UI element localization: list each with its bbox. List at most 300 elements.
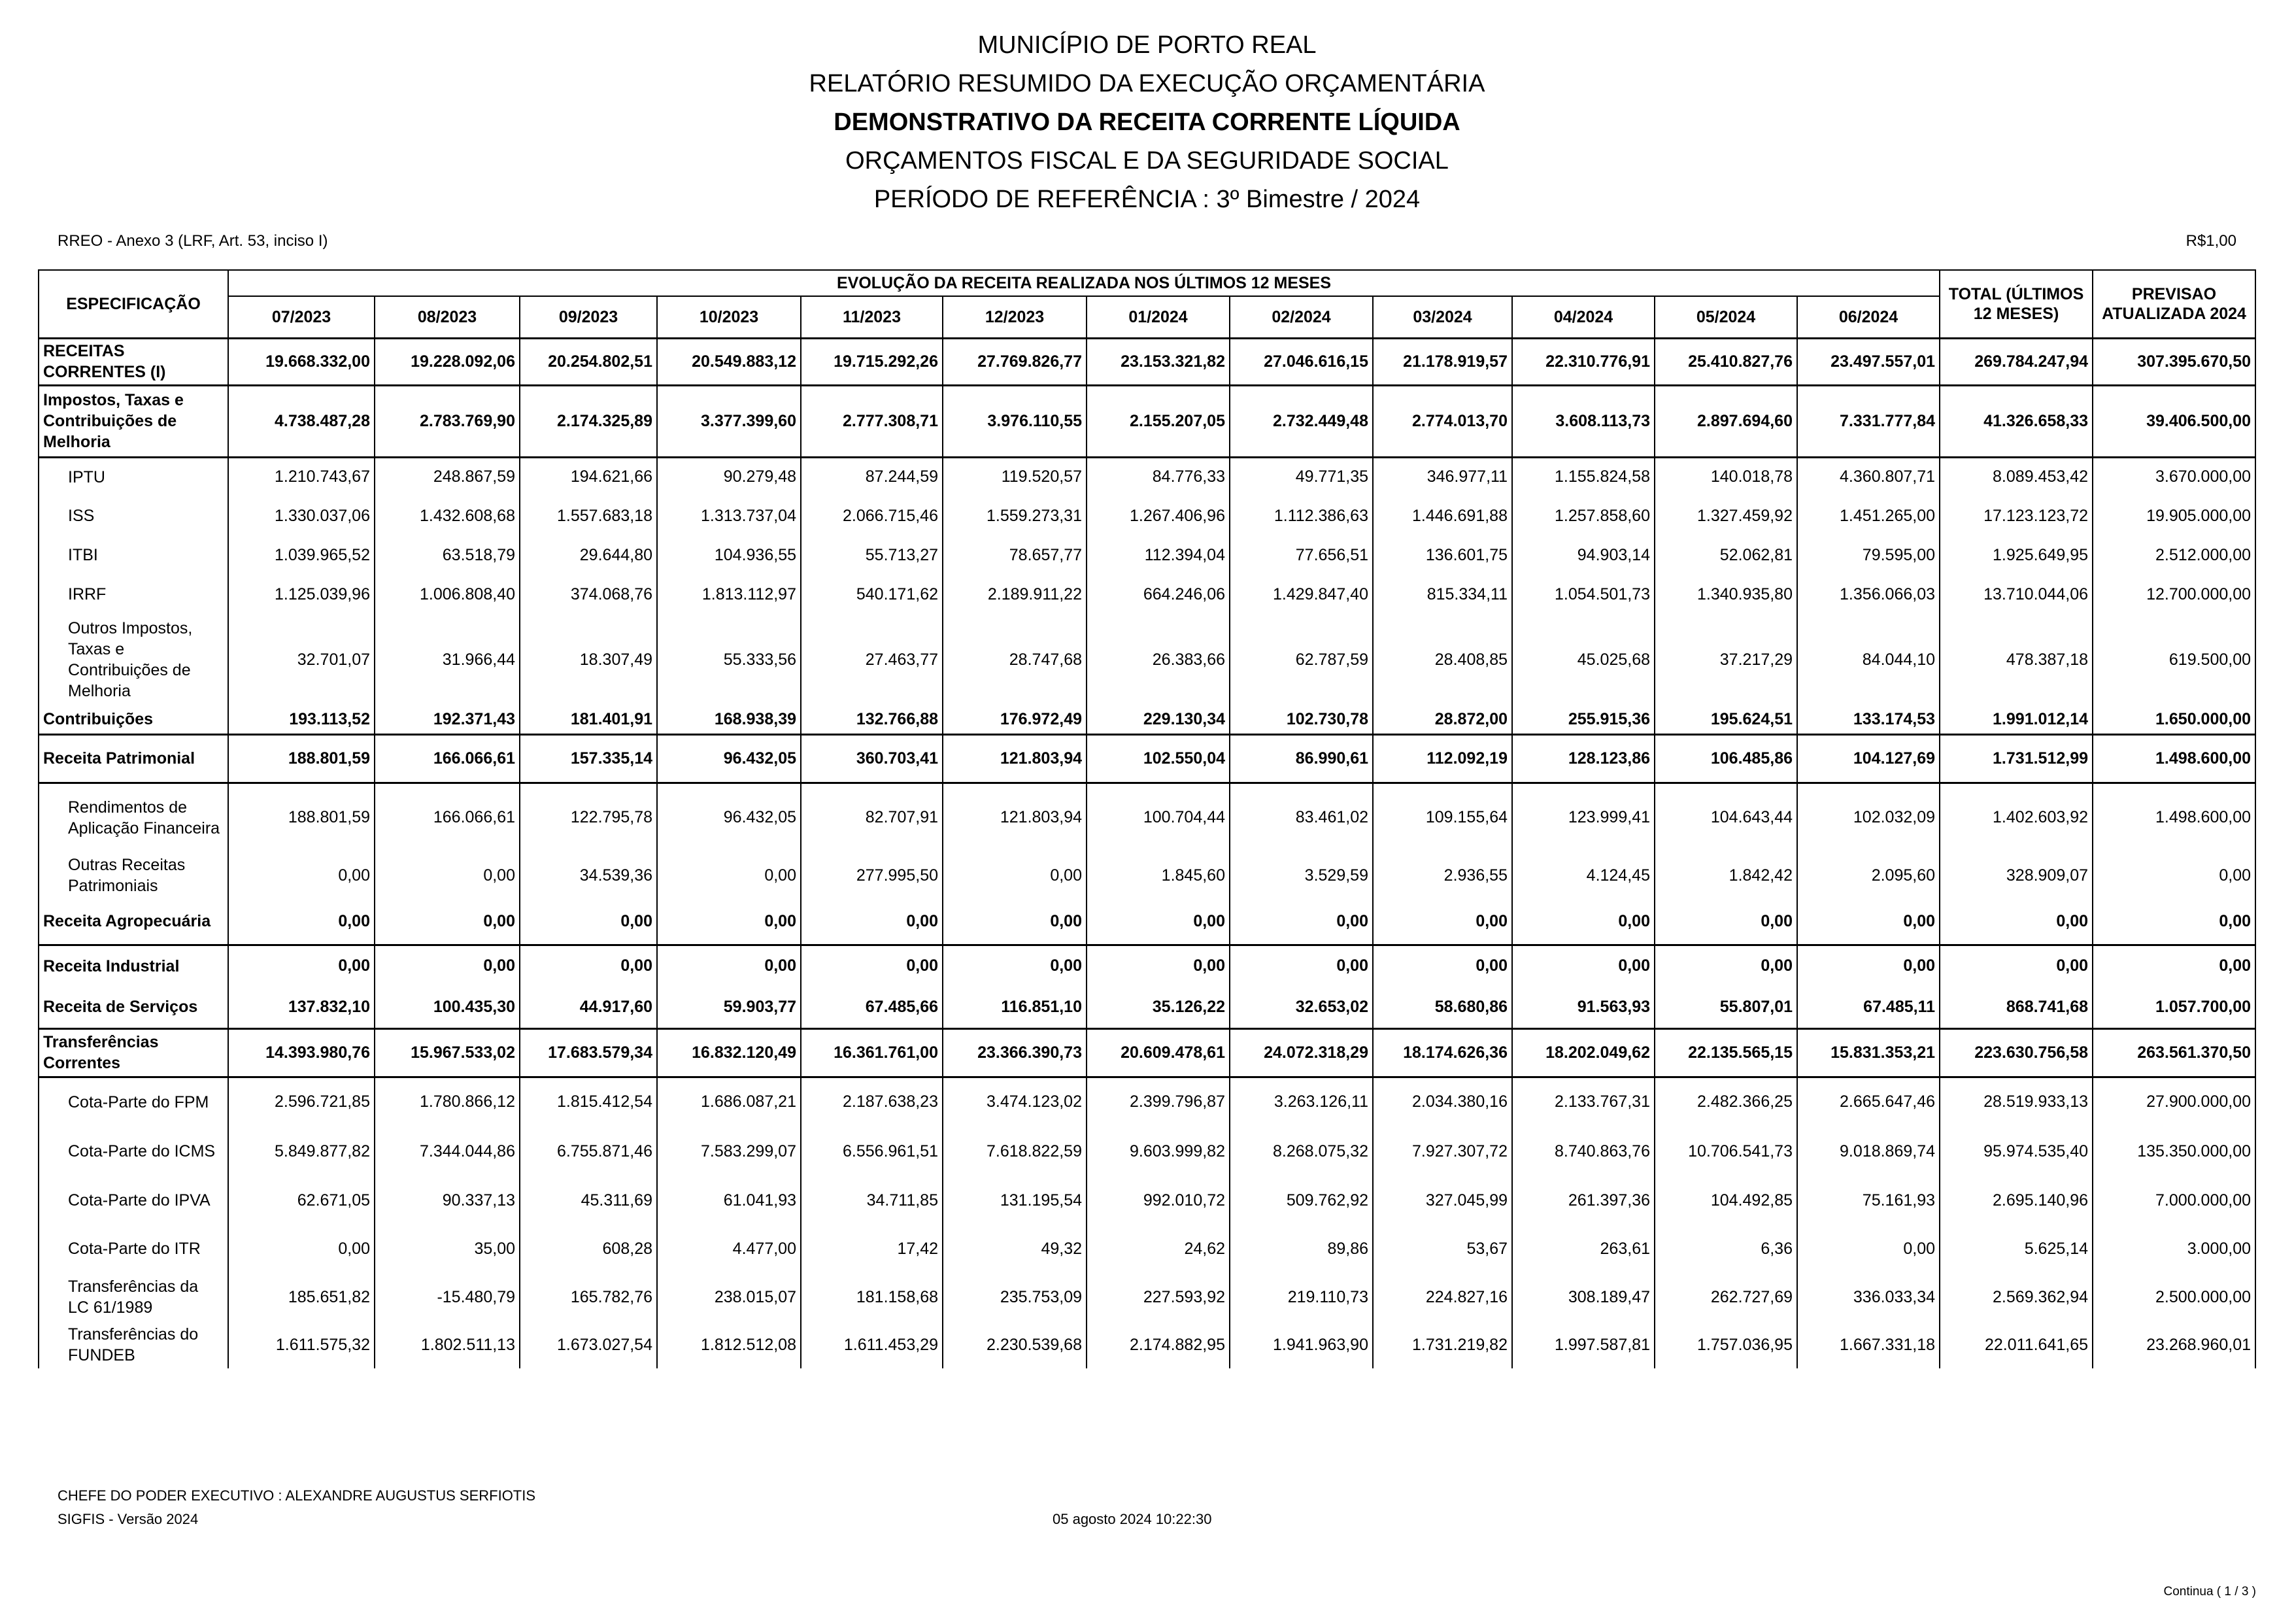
value-cell: 3.377.399,60 [657, 385, 801, 457]
row-label: IRRF [39, 575, 228, 614]
value-cell: 79.595,00 [1797, 535, 1940, 575]
row-receita-servicos [39, 987, 2255, 1028]
value-cell: 664.246,06 [1087, 575, 1230, 614]
row-receitas-correntes [39, 338, 2255, 385]
value-cell: 1.757.036,95 [1655, 1321, 1797, 1368]
value-cell: 55.713,27 [801, 535, 943, 575]
value-cell: 49.771,35 [1230, 457, 1373, 496]
value-cell: 4.477,00 [657, 1225, 801, 1273]
value-cell: 1.057.700,00 [2093, 987, 2255, 1028]
value-cell: 55.333,56 [657, 614, 801, 705]
value-cell: 238.015,07 [657, 1273, 801, 1321]
value-cell: 1.267.406,96 [1087, 496, 1230, 535]
value-cell: 23.497.557,01 [1797, 338, 1940, 385]
row-label: ITBI [39, 535, 228, 575]
value-cell: 2.777.308,71 [801, 385, 943, 457]
statement-title: DEMONSTRATIVO DA RECEITA CORRENTE LÍQUIDA [834, 109, 1460, 136]
value-cell: 27.463,77 [801, 614, 943, 705]
value-cell: 15.831.353,21 [1797, 1028, 1940, 1077]
value-cell: 7.000.000,00 [2093, 1176, 2255, 1225]
value-cell: 1.402.603,92 [1940, 783, 2093, 852]
value-cell: 1.673.027,54 [520, 1321, 657, 1368]
value-cell: 4.360.807,71 [1797, 457, 1940, 496]
value-cell: 224.827,16 [1373, 1273, 1512, 1321]
revenue-table [38, 269, 2256, 1368]
value-cell: 1.815.412,54 [520, 1077, 657, 1126]
row-transferencias-correntes [39, 1028, 2255, 1077]
value-cell: 328.909,07 [1940, 852, 2093, 899]
value-cell: 26.383,66 [1087, 614, 1230, 705]
value-cell: 1.006.808,40 [375, 575, 520, 614]
value-cell: 17.123.123,72 [1940, 496, 2093, 535]
row-receita-industrial [39, 945, 2255, 987]
value-cell: 0,00 [1230, 899, 1373, 945]
value-cell: 0,00 [1797, 1225, 1940, 1273]
row-cota-icms [39, 1126, 2255, 1176]
value-cell: 0,00 [1512, 945, 1655, 987]
value-cell: 1.813.112,97 [657, 575, 801, 614]
value-cell: 82.707,91 [801, 783, 943, 852]
value-cell: 608,28 [520, 1225, 657, 1273]
month-header: 03/2024 [1373, 296, 1512, 338]
value-cell: 2.936,55 [1373, 852, 1512, 899]
value-cell: 157.335,14 [520, 734, 657, 783]
value-cell: 5.849.877,82 [228, 1126, 375, 1176]
value-cell: 17,42 [801, 1225, 943, 1273]
value-cell: 104.643,44 [1655, 783, 1797, 852]
value-cell: 235.753,09 [943, 1273, 1087, 1321]
value-cell: 8.268.075,32 [1230, 1126, 1373, 1176]
value-cell: 7.331.777,84 [1797, 385, 1940, 457]
value-cell: 52.062,81 [1655, 535, 1797, 575]
value-cell: 116.851,10 [943, 987, 1087, 1028]
reference-period: PERÍODO DE REFERÊNCIA : 3º Bimestre / 2024 [873, 186, 1421, 213]
value-cell: 540.171,62 [801, 575, 943, 614]
value-cell: 194.621,66 [520, 457, 657, 496]
value-cell: 102.730,78 [1230, 705, 1373, 734]
value-cell: 25.410.827,76 [1655, 338, 1797, 385]
value-cell: 58.680,86 [1373, 987, 1512, 1028]
value-cell: 4.124,45 [1512, 852, 1655, 899]
value-cell: 3.263.126,11 [1230, 1077, 1373, 1126]
report-title: RELATÓRIO RESUMIDO DA EXECUÇÃO ORÇAMENTÁRIA [809, 70, 1485, 97]
row-transf-fundeb [39, 1321, 2255, 1368]
value-cell: 83.461,02 [1230, 783, 1373, 852]
value-cell: 96.432,05 [657, 783, 801, 852]
value-cell: 20.549.883,12 [657, 338, 801, 385]
table-header-row-1 [39, 270, 2255, 296]
month-header: 08/2023 [375, 296, 520, 338]
value-cell: 21.178.919,57 [1373, 338, 1512, 385]
value-cell: 119.520,57 [943, 457, 1087, 496]
value-cell: 22.310.776,91 [1512, 338, 1655, 385]
row-label: IPTU [39, 457, 228, 496]
value-cell: 219.110,73 [1230, 1273, 1373, 1321]
annex-reference: RREO - Anexo 3 (LRF, Art. 53, inciso I) [58, 232, 328, 250]
value-cell: 27.046.616,15 [1230, 338, 1373, 385]
value-cell: 61.041,93 [657, 1176, 801, 1225]
row-outros-impostos [39, 614, 2255, 705]
value-cell: 122.795,78 [520, 783, 657, 852]
row-contribuicoes [39, 705, 2255, 734]
value-cell: 44.917,60 [520, 987, 657, 1028]
value-cell: 1.451.265,00 [1797, 496, 1940, 535]
value-cell: 1.039.965,52 [228, 535, 375, 575]
value-cell: 0,00 [943, 852, 1087, 899]
value-cell: 22.135.565,15 [1655, 1028, 1797, 1077]
row-label: Receita de Serviços [39, 987, 228, 1028]
row-iss [39, 496, 2255, 535]
value-cell: 223.630.756,58 [1940, 1028, 2093, 1077]
value-cell: 165.782,76 [520, 1273, 657, 1321]
value-cell: 1.498.600,00 [2093, 783, 2255, 852]
value-cell: 1.802.511,13 [375, 1321, 520, 1368]
value-cell: 227.593,92 [1087, 1273, 1230, 1321]
value-cell: 75.161,93 [1797, 1176, 1940, 1225]
value-cell: 3.474.123,02 [943, 1077, 1087, 1126]
value-cell: 24,62 [1087, 1225, 1230, 1273]
value-cell: 2.187.638,23 [801, 1077, 943, 1126]
value-cell: 195.624,51 [1655, 705, 1797, 734]
table-header-row-2 [39, 296, 2255, 338]
value-cell: 87.244,59 [801, 457, 943, 496]
value-cell: 1.210.743,67 [228, 457, 375, 496]
value-cell: 0,00 [1797, 899, 1940, 945]
value-cell: 59.903,77 [657, 987, 801, 1028]
value-cell: 6,36 [1655, 1225, 1797, 1273]
value-cell: 0,00 [657, 899, 801, 945]
row-label: Receita Agropecuária [39, 899, 228, 945]
row-transf-lc61 [39, 1273, 2255, 1321]
value-cell: 100.435,30 [375, 987, 520, 1028]
value-cell: 0,00 [1797, 945, 1940, 987]
value-cell: 0,00 [801, 945, 943, 987]
value-cell: 2.189.911,22 [943, 575, 1087, 614]
value-cell: 135.350.000,00 [2093, 1126, 2255, 1176]
value-cell: 5.625,14 [1940, 1225, 2093, 1273]
value-cell: 3.529,59 [1230, 852, 1373, 899]
value-cell: 17.683.579,34 [520, 1028, 657, 1077]
value-cell: 0,00 [375, 852, 520, 899]
value-cell: 84.044,10 [1797, 614, 1940, 705]
value-cell: 84.776,33 [1087, 457, 1230, 496]
month-header: 06/2024 [1797, 296, 1940, 338]
value-cell: 15.967.533,02 [375, 1028, 520, 1077]
value-cell: 0,00 [943, 899, 1087, 945]
value-cell: 23.366.390,73 [943, 1028, 1087, 1077]
value-cell: 1.845,60 [1087, 852, 1230, 899]
value-cell: 0,00 [228, 899, 375, 945]
value-cell: 55.807,01 [1655, 987, 1797, 1028]
value-cell: 19.905.000,00 [2093, 496, 2255, 535]
value-cell: 3.670.000,00 [2093, 457, 2255, 496]
value-cell: 2.066.715,46 [801, 496, 943, 535]
value-cell: 255.915,36 [1512, 705, 1655, 734]
row-label: Cota-Parte do IPVA [39, 1176, 228, 1225]
value-cell: 261.397,36 [1512, 1176, 1655, 1225]
value-cell: 23.268.960,01 [2093, 1321, 2255, 1368]
value-cell: 0,00 [228, 852, 375, 899]
value-cell: 374.068,76 [520, 575, 657, 614]
value-cell: 1.941.963,90 [1230, 1321, 1373, 1368]
row-rendimentos-aplicacao [39, 783, 2255, 852]
value-cell: 24.072.318,29 [1230, 1028, 1373, 1077]
value-cell: 0,00 [1940, 899, 2093, 945]
value-cell: 37.217,29 [1655, 614, 1797, 705]
value-cell: 2.482.366,25 [1655, 1077, 1797, 1126]
value-cell: 27.769.826,77 [943, 338, 1087, 385]
value-cell: 1.155.824,58 [1512, 457, 1655, 496]
value-cell: 131.195,54 [943, 1176, 1087, 1225]
row-itbi [39, 535, 2255, 575]
value-cell: 509.762,92 [1230, 1176, 1373, 1225]
value-cell: 188.801,59 [228, 783, 375, 852]
value-cell: 132.766,88 [801, 705, 943, 734]
value-cell: 0,00 [1940, 945, 2093, 987]
value-cell: 1.611.575,32 [228, 1321, 375, 1368]
value-cell: 0,00 [1373, 899, 1512, 945]
value-cell: 53,67 [1373, 1225, 1512, 1273]
value-cell: 181.401,91 [520, 705, 657, 734]
value-cell: 35.126,22 [1087, 987, 1230, 1028]
currency-unit: R$1,00 [2185, 232, 2236, 250]
value-cell: 31.966,44 [375, 614, 520, 705]
value-cell: 0,00 [1230, 945, 1373, 987]
row-label: Receita Industrial [39, 945, 228, 987]
value-cell: 136.601,75 [1373, 535, 1512, 575]
value-cell: 346.977,11 [1373, 457, 1512, 496]
value-cell: 0,00 [2093, 945, 2255, 987]
value-cell: 28.408,85 [1373, 614, 1512, 705]
value-cell: 992.010,72 [1087, 1176, 1230, 1225]
value-cell: 1.997.587,81 [1512, 1321, 1655, 1368]
value-cell: 89,86 [1230, 1225, 1373, 1273]
value-cell: 2.695.140,96 [1940, 1176, 2093, 1225]
value-cell: 4.738.487,28 [228, 385, 375, 457]
value-cell: 2.897.694,60 [1655, 385, 1797, 457]
row-label: RECEITAS CORRENTES (I) [39, 338, 228, 385]
value-cell: 28.872,00 [1373, 705, 1512, 734]
value-cell: 95.974.535,40 [1940, 1126, 2093, 1176]
value-cell: 45.311,69 [520, 1176, 657, 1225]
value-cell: 277.995,50 [801, 852, 943, 899]
value-cell: 1.667.331,18 [1797, 1321, 1940, 1368]
value-cell: 78.657,77 [943, 535, 1087, 575]
value-cell: 109.155,64 [1373, 783, 1512, 852]
value-cell: 307.395.670,50 [2093, 338, 2255, 385]
value-cell: 32.653,02 [1230, 987, 1373, 1028]
evolution-group-header: EVOLUÇÃO DA RECEITA REALIZADA NOS ÚLTIMOS 12 MESES [228, 270, 1940, 296]
value-cell: 229.130,34 [1087, 705, 1230, 734]
value-cell: 8.089.453,42 [1940, 457, 2093, 496]
row-impostos-taxas [39, 385, 2255, 457]
value-cell: 0,00 [228, 945, 375, 987]
value-cell: 104.492,85 [1655, 1176, 1797, 1225]
value-cell: 0,00 [228, 1225, 375, 1273]
value-cell: 2.665.647,46 [1797, 1077, 1940, 1126]
value-cell: 1.812.512,08 [657, 1321, 801, 1368]
row-iptu [39, 457, 2255, 496]
value-cell: 16.361.761,00 [801, 1028, 943, 1077]
value-cell: 62.671,05 [228, 1176, 375, 1225]
value-cell: 45.025,68 [1512, 614, 1655, 705]
value-cell: 269.784.247,94 [1940, 338, 2093, 385]
value-cell: 0,00 [520, 945, 657, 987]
value-cell: 2.500.000,00 [2093, 1273, 2255, 1321]
value-cell: 360.703,41 [801, 734, 943, 783]
value-cell: 308.189,47 [1512, 1273, 1655, 1321]
row-receita-patrimonial [39, 734, 2255, 783]
value-cell: 166.066,61 [375, 783, 520, 852]
value-cell: 181.158,68 [801, 1273, 943, 1321]
row-cota-fpm [39, 1077, 2255, 1126]
row-label: Contribuições [39, 705, 228, 734]
value-cell: 1.559.273,31 [943, 496, 1087, 535]
value-cell: 1.054.501,73 [1512, 575, 1655, 614]
value-cell: 1.731.219,82 [1373, 1321, 1512, 1368]
value-cell: 123.999,41 [1512, 783, 1655, 852]
value-cell: 248.867,59 [375, 457, 520, 496]
value-cell: 2.095,60 [1797, 852, 1940, 899]
value-cell: 1.356.066,03 [1797, 575, 1940, 614]
value-cell: 0,00 [1373, 945, 1512, 987]
row-label: Transferências da LC 61/1989 [39, 1273, 228, 1321]
value-cell: 62.787,59 [1230, 614, 1373, 705]
value-cell: 100.704,44 [1087, 783, 1230, 852]
month-header: 09/2023 [520, 296, 657, 338]
value-cell: 0,00 [1512, 899, 1655, 945]
month-header: 02/2024 [1230, 296, 1373, 338]
total-header: TOTAL (ÚLTIMOS 12 MESES) [1940, 270, 2093, 338]
value-cell: -15.480,79 [375, 1273, 520, 1321]
value-cell: 86.990,61 [1230, 734, 1373, 783]
value-cell: 1.330.037,06 [228, 496, 375, 535]
value-cell: 6.755.871,46 [520, 1126, 657, 1176]
page-indicator: Continua ( 1 / 3 ) [2163, 1585, 2256, 1599]
municipality-title: MUNICÍPIO DE PORTO REAL [977, 31, 1317, 59]
value-cell: 20.254.802,51 [520, 338, 657, 385]
value-cell: 0,00 [375, 899, 520, 945]
month-header: 01/2024 [1087, 296, 1230, 338]
row-label: Cota-Parte do ITR [39, 1225, 228, 1273]
value-cell: 2.174.882,95 [1087, 1321, 1230, 1368]
month-header: 04/2024 [1512, 296, 1655, 338]
value-cell: 3.976.110,55 [943, 385, 1087, 457]
value-cell: 23.153.321,82 [1087, 338, 1230, 385]
value-cell: 327.045,99 [1373, 1176, 1512, 1225]
value-cell: 262.727,69 [1655, 1273, 1797, 1321]
value-cell: 1.925.649,95 [1940, 535, 2093, 575]
value-cell: 1.432.608,68 [375, 496, 520, 535]
value-cell: 9.018.869,74 [1797, 1126, 1940, 1176]
value-cell: 1.327.459,92 [1655, 496, 1797, 535]
value-cell: 19.668.332,00 [228, 338, 375, 385]
value-cell: 2.174.325,89 [520, 385, 657, 457]
value-cell: 1.112.386,63 [1230, 496, 1373, 535]
value-cell: 2.596.721,85 [228, 1077, 375, 1126]
value-cell: 41.326.658,33 [1940, 385, 2093, 457]
row-outras-receitas-patrimoniais [39, 852, 2255, 899]
value-cell: 263,61 [1512, 1225, 1655, 1273]
value-cell: 32.701,07 [228, 614, 375, 705]
row-label: Transferências Correntes [39, 1028, 228, 1077]
value-cell: 0,00 [520, 899, 657, 945]
value-cell: 9.603.999,82 [1087, 1126, 1230, 1176]
value-cell: 13.710.044,06 [1940, 575, 2093, 614]
row-receita-agropecuaria [39, 899, 2255, 945]
value-cell: 0,00 [1655, 945, 1797, 987]
value-cell: 137.832,10 [228, 987, 375, 1028]
value-cell: 35,00 [375, 1225, 520, 1273]
value-cell: 185.651,82 [228, 1273, 375, 1321]
row-label: Transferências do FUNDEB [39, 1321, 228, 1368]
value-cell: 104.936,55 [657, 535, 801, 575]
month-header: 10/2023 [657, 296, 801, 338]
value-cell: 336.033,34 [1797, 1273, 1940, 1321]
value-cell: 168.938,39 [657, 705, 801, 734]
value-cell: 34.711,85 [801, 1176, 943, 1225]
value-cell: 77.656,51 [1230, 535, 1373, 575]
value-cell: 121.803,94 [943, 734, 1087, 783]
value-cell: 0,00 [2093, 899, 2255, 945]
forecast-header: PREVISAO ATUALIZADA 2024 [2093, 270, 2255, 338]
value-cell: 1.313.737,04 [657, 496, 801, 535]
spec-header: ESPECIFICAÇÃO [39, 270, 228, 338]
row-cota-itr [39, 1225, 2255, 1273]
value-cell: 96.432,05 [657, 734, 801, 783]
value-cell: 1.557.683,18 [520, 496, 657, 535]
value-cell: 1.780.866,12 [375, 1077, 520, 1126]
value-cell: 2.774.013,70 [1373, 385, 1512, 457]
value-cell: 0,00 [1655, 899, 1797, 945]
value-cell: 102.032,09 [1797, 783, 1940, 852]
month-header: 07/2023 [228, 296, 375, 338]
value-cell: 14.393.980,76 [228, 1028, 375, 1077]
value-cell: 22.011.641,65 [1940, 1321, 2093, 1368]
value-cell: 12.700.000,00 [2093, 575, 2255, 614]
value-cell: 2.399.796,87 [1087, 1077, 1230, 1126]
value-cell: 0,00 [801, 899, 943, 945]
value-cell: 815.334,11 [1373, 575, 1512, 614]
value-cell: 3.000,00 [2093, 1225, 2255, 1273]
value-cell: 1.446.691,88 [1373, 496, 1512, 535]
value-cell: 94.903,14 [1512, 535, 1655, 575]
value-cell: 868.741,68 [1940, 987, 2093, 1028]
value-cell: 106.485,86 [1655, 734, 1797, 783]
value-cell: 19.228.092,06 [375, 338, 520, 385]
value-cell: 102.550,04 [1087, 734, 1230, 783]
value-cell: 7.927.307,72 [1373, 1126, 1512, 1176]
row-label: ISS [39, 496, 228, 535]
value-cell: 3.608.113,73 [1512, 385, 1655, 457]
value-cell: 18.307,49 [520, 614, 657, 705]
value-cell: 63.518,79 [375, 535, 520, 575]
value-cell: 28.747,68 [943, 614, 1087, 705]
budget-scope: ORÇAMENTOS FISCAL E DA SEGURIDADE SOCIAL [845, 147, 1449, 175]
value-cell: 0,00 [943, 945, 1087, 987]
value-cell: 104.127,69 [1797, 734, 1940, 783]
row-label: Outras Receitas Patrimoniais [39, 852, 228, 899]
value-cell: 19.715.292,26 [801, 338, 943, 385]
value-cell: 128.123,86 [1512, 734, 1655, 783]
table-body [39, 338, 2255, 1368]
report-header [0, 26, 2294, 219]
value-cell: 619.500,00 [2093, 614, 2255, 705]
row-irrf [39, 575, 2255, 614]
value-cell: 67.485,11 [1797, 987, 1940, 1028]
month-header: 05/2024 [1655, 296, 1797, 338]
value-cell: 2.133.767,31 [1512, 1077, 1655, 1126]
